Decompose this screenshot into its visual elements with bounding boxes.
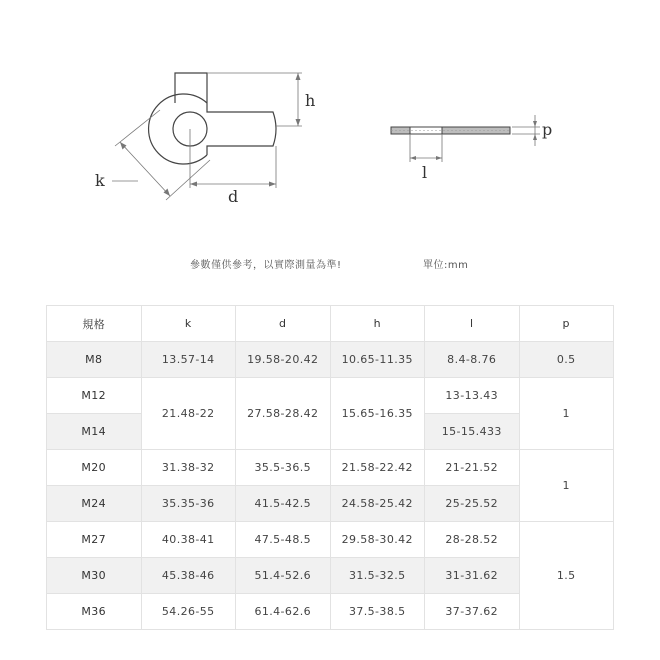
cell-size: M8 xyxy=(47,342,142,378)
table-row xyxy=(47,378,614,414)
cell-l: 31-31.62 xyxy=(425,558,520,594)
label-h: h xyxy=(305,91,316,110)
dimension-l xyxy=(410,134,442,162)
cell-l: 28-28.52 xyxy=(425,522,520,558)
cell-d: 35.5-36.5 xyxy=(236,450,331,486)
table-header-row xyxy=(47,306,614,342)
table-row xyxy=(47,450,614,486)
cell-p: 0.5 xyxy=(519,342,614,378)
label-k: k xyxy=(95,171,105,190)
cell-h: 21.58-22.42 xyxy=(330,450,425,486)
label-d: d xyxy=(228,187,239,206)
cell-h: 15.65-16.35 xyxy=(330,378,425,450)
cell-h: 31.5-32.5 xyxy=(330,558,425,594)
cell-d: 19.58-20.42 xyxy=(236,342,331,378)
cell-l: 37-37.62 xyxy=(425,594,520,630)
cell-d: 41.5-42.5 xyxy=(236,486,331,522)
cell-l: 8.4-8.76 xyxy=(425,342,520,378)
cell-d: 51.4-52.6 xyxy=(236,558,331,594)
dimension-h xyxy=(207,73,302,126)
reference-note: 參數僅供參考，以實際測量為準! xyxy=(190,260,342,271)
label-p: p xyxy=(542,120,553,139)
cell-p: 1.5 xyxy=(519,522,614,630)
header-h: h xyxy=(330,306,425,342)
cell-k: 13.57-14 xyxy=(141,342,236,378)
cell-k: 40.38-41 xyxy=(141,522,236,558)
cell-size: M24 xyxy=(47,486,142,522)
cell-l: 25-25.52 xyxy=(425,486,520,522)
cell-p: 1 xyxy=(519,378,614,450)
cell-h: 29.58-30.42 xyxy=(330,522,425,558)
cell-l: 21-21.52 xyxy=(425,450,520,486)
washer-side-view xyxy=(391,127,510,134)
table-row xyxy=(47,522,614,558)
header-k: k xyxy=(141,306,236,342)
cell-size: M36 xyxy=(47,594,142,630)
cell-size: M27 xyxy=(47,522,142,558)
cell-size: M30 xyxy=(47,558,142,594)
header-p: p xyxy=(519,306,614,342)
label-l: l xyxy=(422,163,428,182)
cell-d: 61.4-62.6 xyxy=(236,594,331,630)
cell-size: M14 xyxy=(47,414,142,450)
header-l: l xyxy=(425,306,520,342)
table-row xyxy=(47,342,614,378)
cell-k: 35.35-36 xyxy=(141,486,236,522)
tab-washer-diagram xyxy=(0,0,660,240)
cell-size: M12 xyxy=(47,378,142,414)
washer-front-view xyxy=(149,73,276,164)
cell-l: 13-13.43 xyxy=(425,378,520,414)
cell-p: 1 xyxy=(519,450,614,522)
cell-d: 47.5-48.5 xyxy=(236,522,331,558)
cell-k: 31.38-32 xyxy=(141,450,236,486)
cell-d: 27.58-28.42 xyxy=(236,378,331,450)
cell-l: 15-15.433 xyxy=(425,414,520,450)
cell-k: 45.38-46 xyxy=(141,558,236,594)
cell-h: 24.58-25.42 xyxy=(330,486,425,522)
cell-size: M20 xyxy=(47,450,142,486)
header-size: 規格 xyxy=(47,306,142,342)
cell-k: 21.48-22 xyxy=(141,378,236,450)
dimension-p xyxy=(512,115,540,146)
cell-k: 54.26-55 xyxy=(141,594,236,630)
cell-h: 37.5-38.5 xyxy=(330,594,425,630)
specification-table xyxy=(46,305,614,630)
cell-h: 10.65-11.35 xyxy=(330,342,425,378)
header-d: d xyxy=(236,306,331,342)
unit-note: 單位:mm xyxy=(423,260,469,271)
